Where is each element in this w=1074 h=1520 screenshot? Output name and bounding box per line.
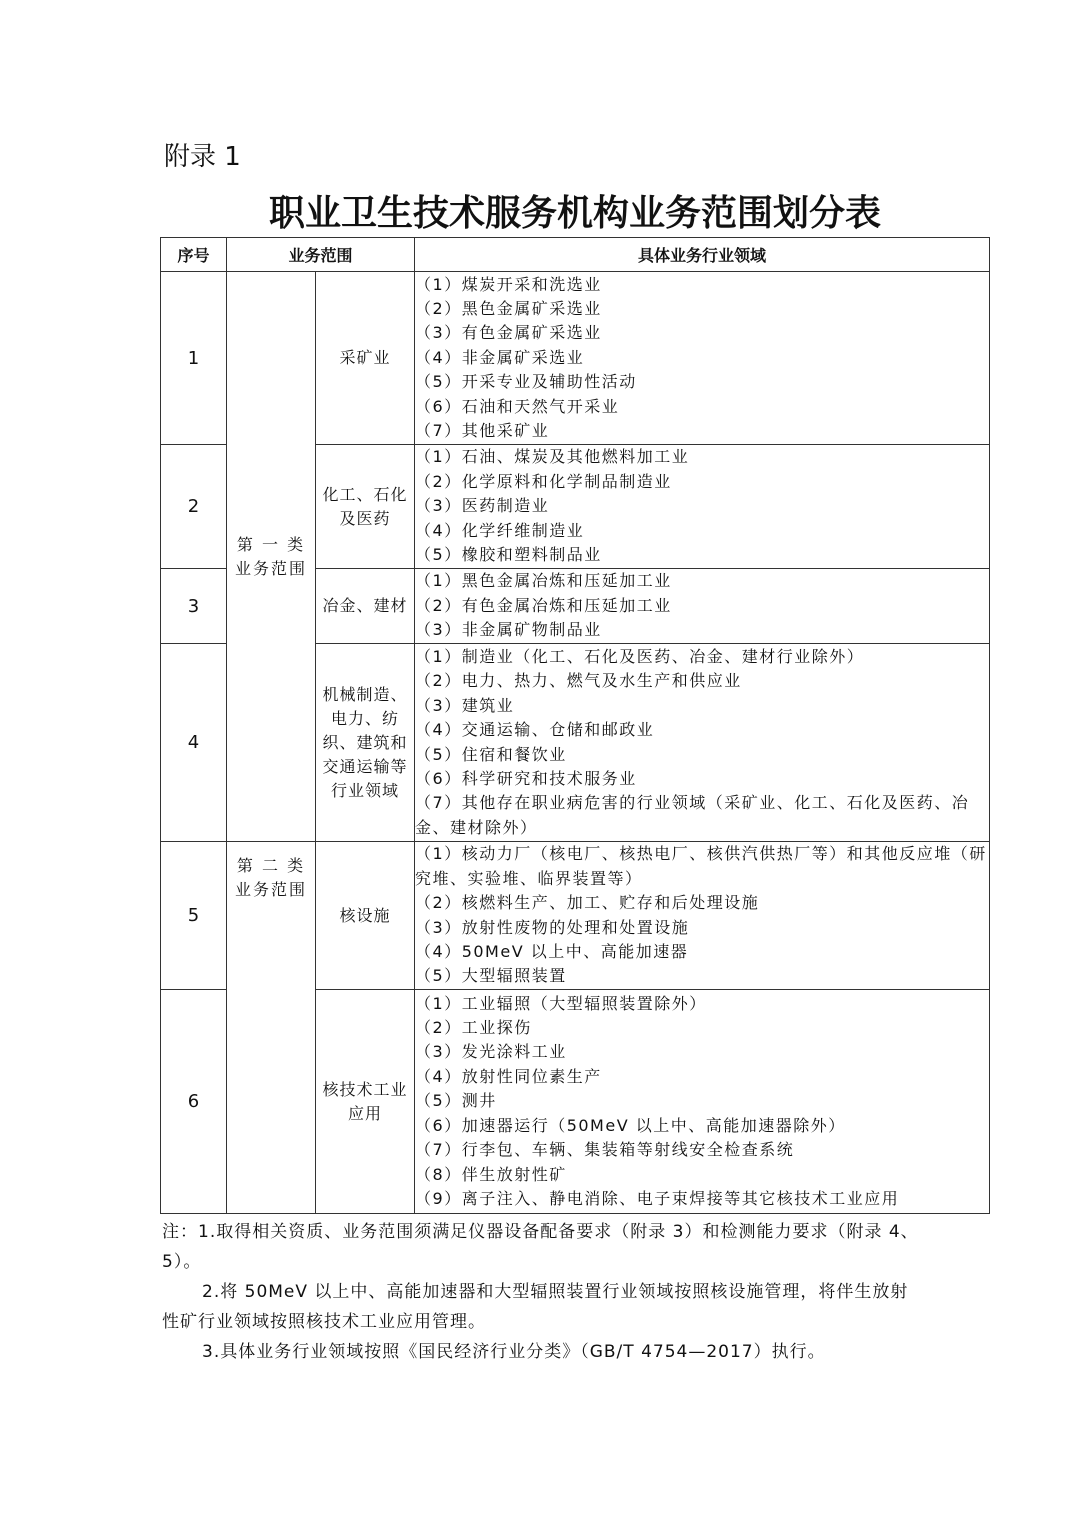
header-serial-no: 序号 <box>161 238 227 272</box>
sub-scope: 采矿业 <box>316 272 415 445</box>
list-item: （1）石油、煤炭及其他燃料加工业 <box>415 447 690 467</box>
list-item: （6）加速器运行（50MeV 以上中、高能加速器除外） <box>415 1115 846 1135</box>
list-item: （6）石油和天然气开采业 <box>415 396 620 416</box>
list-item: （1）工业辐照（大型辐照装置除外） <box>415 993 707 1013</box>
list-item: （4）非金属矿采选业 <box>415 347 585 367</box>
industry-list <box>415 272 990 445</box>
note-1: 注：1.取得相关资质、业务范围须满足仪器设备配备要求（附录 3）和检测能力要求（附录 4、5）。 <box>162 1222 919 1272</box>
row-serial-no: 1 <box>161 272 227 445</box>
list-item: （4）化学纤维制造业 <box>415 520 585 540</box>
table-row <box>161 842 990 990</box>
note-2: 2.将 50MeV 以上中、高能加速器和大型辐照装置行业领域按照核设施管理，将伴生放射性矿行业领域按照核技术工业应用管理。 <box>162 1282 909 1332</box>
list-item: （5）橡胶和塑料制品业 <box>415 545 602 565</box>
list-item: （7）其他存在职业病危害的行业领域（采矿业、化工、石化及医药、冶金、建材除外） <box>415 793 970 837</box>
list-item: （3）放射性废物的处理和处置设施 <box>415 917 690 937</box>
note-3: 3.具体业务行业领域按照《国民经济行业分类》（GB/T 4754—2017）执行。 <box>202 1342 826 1362</box>
list-item: （7）行李包、车辆、集装箱等射线安全检查系统 <box>415 1140 795 1160</box>
industry-list <box>415 445 990 569</box>
table-row <box>161 272 990 445</box>
industry-list <box>415 990 990 1214</box>
list-item: （2）工业探伤 <box>415 1018 532 1038</box>
appendix-label: 附录 1 <box>164 142 241 172</box>
row-serial-no: 2 <box>161 445 227 569</box>
list-item: （9）离子注入、静电消除、电子束焊接等其它核技术工业应用 <box>415 1188 900 1208</box>
list-item: （2）黑色金属矿采选业 <box>415 298 602 318</box>
list-item: （5）开采专业及辅助性活动 <box>415 372 637 392</box>
list-item: （1）黑色金属冶炼和压延加工业 <box>415 571 672 591</box>
sub-scope: 核技术工业应用 <box>316 990 415 1214</box>
sub-scope: 机械制造、电力、纺织、建筑和交通运输等行业领域 <box>316 644 415 842</box>
list-item: （4）放射性同位素生产 <box>415 1066 602 1086</box>
page-title: 职业卫生技术服务机构业务范围划分表 <box>268 192 881 234</box>
list-item: （4）50MeV 以上中、高能加速器 <box>415 941 689 961</box>
sub-scope: 化工、石化及医药 <box>316 445 415 569</box>
list-item: （8）伴生放射性矿 <box>415 1164 567 1184</box>
list-item: （1）制造业（化工、石化及医药、冶金、建材行业除外） <box>415 646 865 666</box>
category-first: 第 一 类 业务范围 <box>227 272 316 842</box>
category-second: 第 二 类 业务范围 <box>227 842 316 1214</box>
list-item: （5）大型辐照装置 <box>415 966 567 986</box>
sub-scope: 核设施 <box>316 842 415 990</box>
list-item: （3）医药制造业 <box>415 496 550 516</box>
list-item: （3）建筑业 <box>415 695 515 715</box>
list-item: （4）交通运输、仓储和邮政业 <box>415 720 655 740</box>
list-item: （2）电力、热力、燃气及水生产和供应业 <box>415 671 742 691</box>
list-item: （6）科学研究和技术服务业 <box>415 768 637 788</box>
list-item: （3）发光涂料工业 <box>415 1042 567 1062</box>
list-item: （7）其他采矿业 <box>415 421 550 441</box>
table-header-row <box>161 238 990 272</box>
industry-list <box>415 644 990 842</box>
header-industry-detail: 具体业务行业领域 <box>415 238 990 272</box>
list-item: （5）测井 <box>415 1091 497 1111</box>
list-item: （2）化学原料和化学制品制造业 <box>415 471 672 491</box>
list-item: （3）有色金属矿采选业 <box>415 323 602 343</box>
list-item: （5）住宿和餐饮业 <box>415 744 567 764</box>
industry-list <box>415 842 990 990</box>
industry-list <box>415 569 990 644</box>
list-item: （1）核动力厂（核电厂、核热电厂、核供汽供热厂等）和其他反应堆（研究堆、实验堆、临界装置等） <box>415 844 987 888</box>
notes-section <box>162 1217 922 1367</box>
row-serial-no: 5 <box>161 842 227 990</box>
row-serial-no: 3 <box>161 569 227 644</box>
list-item: （1）煤炭开采和洗选业 <box>415 274 602 294</box>
business-scope-table <box>160 237 990 1214</box>
list-item: （2）核燃料生产、加工、贮存和后处理设施 <box>415 893 760 913</box>
sub-scope: 冶金、建材 <box>316 569 415 644</box>
row-serial-no: 4 <box>161 644 227 842</box>
row-serial-no: 6 <box>161 990 227 1214</box>
list-item: （2）有色金属冶炼和压延加工业 <box>415 595 672 615</box>
header-business-scope: 业务范围 <box>227 238 415 272</box>
list-item: （3）非金属矿物制品业 <box>415 620 602 640</box>
